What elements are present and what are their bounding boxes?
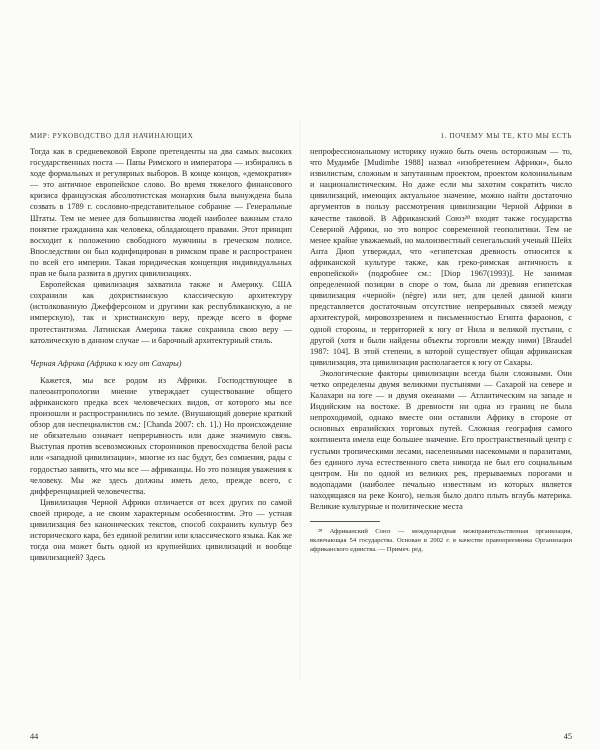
- right-paragraph-1: непрофессиональному историку нужно быть очень осторожным — то, что Мудимбе [Mudimbe 1988] назвал «изобретением Африки», было извилистым, сложным и запутанным проектом, проектом колониальным и националистическим. Но даже если мы захотим сократить число цивилизаций, имеющих актуальное значение, можно найти достаточно аргументов в пользу рассмотрения цивилизации Черной Африки в качестве таковой. В Африканский Союз²⁸ входят также государства Северной Африки, но это вопрос современной геополитики. Тем не менее крайне уважаемый, но малоизвестный сенегальский ученый Шейх Анта Диоп утверждал, что «египетская древность относится к африканской культуре также, как греко-римская античность к европейской» (подробнее см.: [Diop 1967(1993)]. Не занимая определенной позиции в споре о том, была ли древняя египетская цивилизация «черной» (nègre) или нет, для целей данной книги представляется достаточным отсутствие непрерывных связей между архитектурой, мировоззрением и письменностью Египта фараонов, с одной стороны, и территорией к югу от Нила и великой пустыни, с другой (хотя и были найдены объекты торговли между ними) [Braudel 1987: 104]. В этой степени, в которой существует общая африканская цивилизация, эта цивилизация располагается к югу от Сахары.: [310, 147, 572, 367]
- right-paragraph-2: Экологические факторы цивилизации всегда были сложными. Они четко определены двумя великими пустынями — Сахарой на севере и Калахари на юге — и двумя океанами — Атлантическим на западе и Индийским на востоке. В древности ни одна из границ не была непроходимой, однако вместе они оставили Африку в стороне от основных евразийских торговых путей. Сложная география самого континента имела еще большее значение. Его пространственный центр с густыми тропическими лесами, населенными насекомыми и паразитами, без единого луча естественного света никогда не был его социальным центром. Ни по одной из великих рек, прерываемых порогами и водопадами (наиболее печально известным из которых является находящаяся на реке Конго), нельзя было долго плыть вглубь материка. Великие культурные и политические места: [310, 368, 572, 511]
- left-paragraph-2: Европейская цивилизация захватила также и Америку. США сохранили как дохристианскую классическую архитектуру (истолкованную Джефферсоном и другими как республиканскую, а не имперскую), так и христианскую веру, прежде всего в форме протестантизма. Латинская Америка также сохранила свою веру — католическую в данном случае — и барочный архитектурный стиль.: [30, 280, 292, 345]
- section-paragraph-1: Кажется, мы все родом из Африки. Господствующее в палеоантропологии мнение утверждает существование общего африканского предка всех человеческих видов, от которого мы все произошли и распространились по земле. (Внушающий доверие краткий обзор для неспециалистов см.: [Chanda 2007: ch. 1].) Но происхождение не обязательно означает непрерывность или даже значимую связь. Выступая против всевозможных сторонников превосходства белой расы или «западной цивилизации», многие из нас будут, без сомнения, рады с гордостью заявить, что мы все — африканцы. Но это позиция уважения к человеку. Мы же здесь должны иметь дело, прежде всего, с дифференциацией человечества.: [30, 375, 292, 496]
- book-gutter: [299, 120, 301, 680]
- footnote: [310, 527, 572, 554]
- left-page: [30, 132, 292, 741]
- left-running-head: МИР: РУКОВОДСТВО ДЛЯ НАЧИНАЮЩИХ: [30, 132, 194, 140]
- section-paragraph-2: Цивилизация Черной Африки отличается от всех других по самой своей природе, а не своим характерным особенностям. Это — устная цивилизация без канонических текстов, способ сохранить культур без исторического кара, без единой религии или классического языка. Как же тогда она может быть одной из крупнейших цивилизаций и вообще цивилизацией? Здесь: [30, 497, 292, 563]
- section-heading: Черная Африка (Африка к югу от Сахары): [30, 358, 182, 368]
- footnote-text: ²⁸ Африканский Союз — международная межправительственная организация, включающая 54 государства. Основан в 2002 г. в качестве правопреемника Организации африканского единства. — Примеч. ред.: [310, 528, 572, 554]
- left-page-number: 44: [30, 732, 39, 741]
- right-running-head: 1. ПОЧЕМУ МЫ ТЕ, КТО МЫ ЕСТЬ: [440, 132, 572, 140]
- right-page-number: 45: [563, 732, 572, 741]
- right-page: [310, 132, 572, 741]
- footnote-divider: [310, 521, 380, 522]
- left-paragraph-1: Тогда как в средневековой Европе претенденты на два самых высоких государственных поста — Папы Римского и императора — избирались в ходе формальных и регулярных выборов. В конце концов, «демократия» — это античное европейское слово. Во время тяжелого финансового кризиса французская абсолютистская монархия была вынуждена была созвать в 1789 г. сословно-представительное собрание — Генеральные Штаты. Тем не менее для большинства людей наиболее важным стало понятие гражданина как человека, обладающего правами. Этот принцип восходит к положению свободного мужчины в греческом полисе. Впоследствии он был кодифицирован в римском праве и распространен по всей его империи. Такая юридическая концепция индивидуальных прав не была развита в других цивилизациях.: [30, 147, 292, 279]
